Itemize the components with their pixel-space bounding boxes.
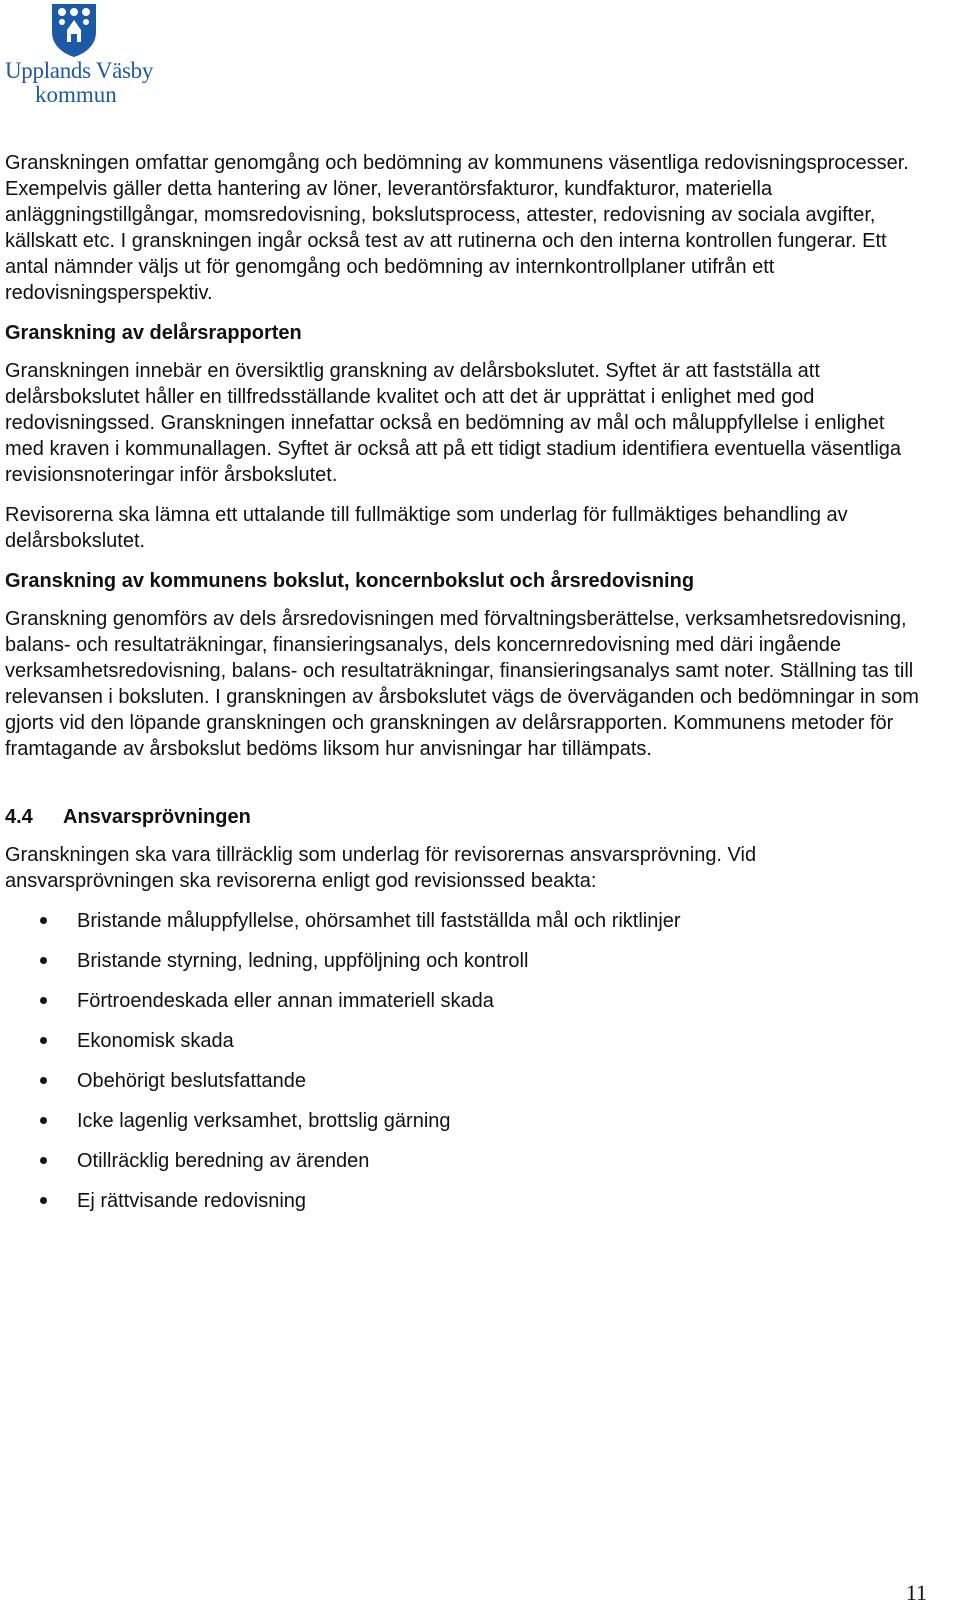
document-body	[5, 150, 925, 1228]
logo-text-kommun: kommun	[35, 82, 117, 107]
bullet-icon	[40, 1037, 47, 1044]
delarsrapport-paragraph-1: Granskningen innebär en översiktlig granskning av delårsbokslutet. Syftet är att fastställa att delårsbokslutet håller en tillfredsställande kvalitet och att det är upprättat i enlighet med god redovisningssed. Granskningen innefattar också en bedömning av mål och måluppfyllelse i enlighet med kraven i kommunallagen. Syftet är också att på ett tidigt stadium identifiera eventuella väsentliga revisionsnoteringar inför årsbokslutet.	[5, 360, 902, 486]
bullet-icon	[40, 1197, 47, 1204]
bullet-icon	[40, 1077, 47, 1084]
bullet-icon	[40, 917, 47, 924]
bokslut-paragraph: Granskning genomförs av dels årsredovisningen med förvaltningsberättelse, verksamhetsredovisning, balans- och resultaträkningar, finansieringsanalys, dels koncernredovisning med däri ingående verksamhetsredovisning, balans- och resultaträkningar, finansieringsanalys samt noter. Ställning tas till relevansen i boksluten. I granskningen av årsbokslutet vägs de överväganden och bedömningar in som gjorts vid den löpande granskningen och granskningen av delårsrapporten. Kommunens metoder för framtagande av årsbokslut bedöms liksom hur anvisningar har tillämpats.	[5, 608, 919, 760]
list-item: Icke lagenlig verksamhet, brottslig gärning	[5, 1108, 925, 1148]
list-item: Ekonomisk skada	[5, 1028, 925, 1068]
logo-text-upplands-vasby: Upplands Väsby	[5, 58, 154, 83]
section-intro-paragraph: Granskningen ska vara tillräcklig som underlag för revisorernas ansvarsprövning. Vid ansvarsprövningen ska revisorerna enligt god revisionssed beakta:	[5, 844, 757, 892]
section-number: 4.4	[5, 806, 33, 828]
bullet-icon	[40, 957, 47, 964]
list-item: Ej rättvisande redovisning	[5, 1188, 925, 1228]
heading-delarsrapport: Granskning av delårsrapporten	[5, 322, 302, 344]
bullet-list	[5, 908, 925, 1228]
section-title: Ansvarsprövningen	[63, 806, 251, 828]
delarsrapport-paragraph-2: Revisorerna ska lämna ett uttalande till fullmäktige som underlag för fullmäktiges behandling av delårsbokslutet.	[5, 504, 848, 552]
list-item: Bristande styrning, ledning, uppföljning och kontroll	[5, 948, 925, 988]
page-number: 11	[905, 1580, 927, 1605]
list-item: Obehörigt beslutsfattande	[5, 1068, 925, 1108]
heading-bokslut: Granskning av kommunens bokslut, koncernbokslut och årsredovisning	[5, 570, 695, 592]
list-item: Otillräcklig beredning av ärenden	[5, 1148, 925, 1188]
bullet-icon	[40, 1117, 47, 1124]
municipality-logo	[0, 0, 160, 110]
intro-paragraph: Granskningen omfattar genomgång och bedömning av kommunens väsentliga redovisningsprocesser. Exempelvis gäller detta hantering av löner, leverantörsfakturor, kundfakturor, materiella anläggningstillgångar, momsredovisning, bokslutsprocess, attester, redovisning av sociala avgifter, källskatt etc. I granskningen ingår också test av att rutinerna och den interna kontrollen fungerar. Ett antal nämnder väljs ut för genomgång och bedömning av internkontrollplaner utifrån ett redovisningsperspektiv.	[5, 152, 909, 304]
bullet-icon	[40, 1157, 47, 1164]
list-item: Bristande måluppfyllelse, ohörsamhet till fastställda mål och riktlinjer	[5, 908, 925, 948]
bullet-icon	[40, 997, 47, 1004]
section-heading	[5, 804, 925, 830]
coat-of-arms-icon	[50, 2, 98, 58]
list-item: Förtroendeskada eller annan immateriell skada	[5, 988, 925, 1028]
